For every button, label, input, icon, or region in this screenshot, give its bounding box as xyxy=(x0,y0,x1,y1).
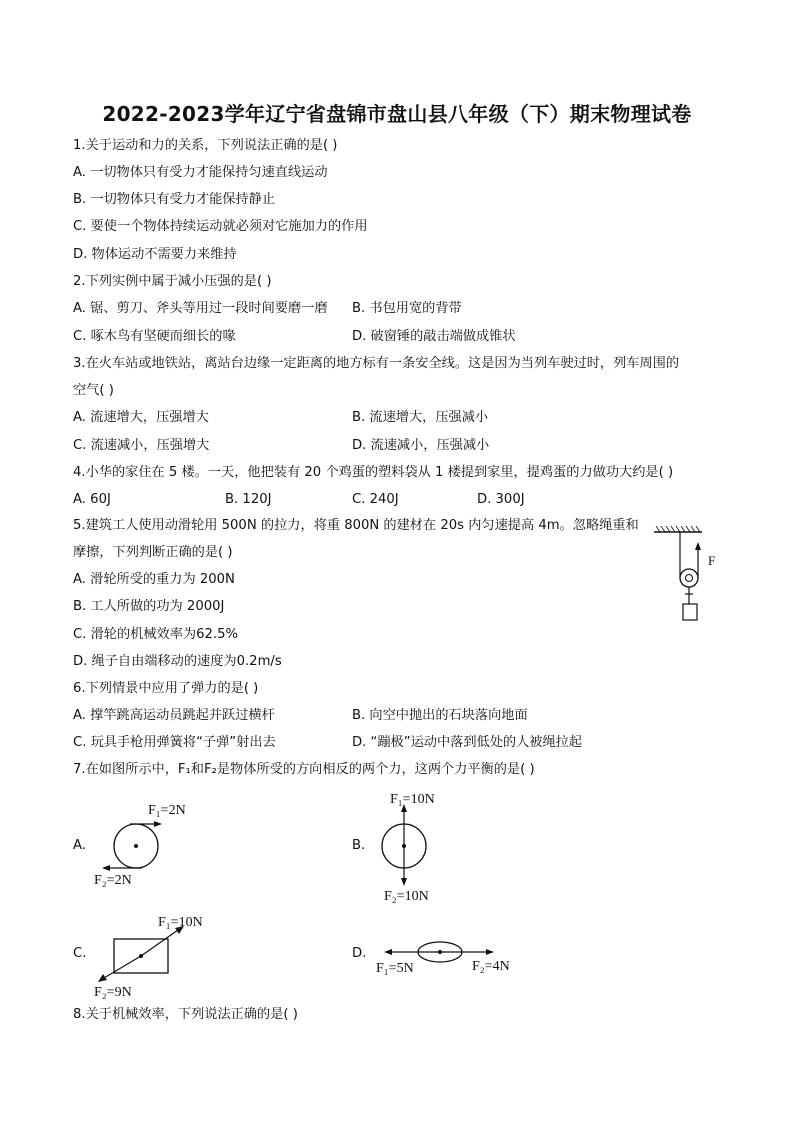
question-1-option-c: C. 要使一个物体持续运动就必须对它施加力的作用 xyxy=(73,219,368,234)
question-7-stem: 7.在如图所示中，F₁和F₂是物体所受的方向相反的两个力，这两个力平衡的是( ) xyxy=(73,762,535,777)
figure-a-letter: A. xyxy=(73,838,86,853)
question-2-option-c: C. 啄木鸟有坚硬而细长的喙 xyxy=(73,329,236,344)
question-3-option-a: A. 流速增大，压强增大 xyxy=(73,410,209,425)
question-4-stem: 4.小华的家住在 5 楼。一天，他把装有 20 个鸡蛋的塑料袋从 1 楼提到家里，提鸡蛋的力做功大约是( ) xyxy=(73,465,674,480)
force-figure-d xyxy=(370,934,530,980)
question-5-option-d: D. 绳子自由端移动的速度为0.2m/s xyxy=(73,654,282,669)
page-title: 2022-2023学年辽宁省盘锦市盘山县八年级（下）期末物理试卷 xyxy=(102,102,692,126)
question-5-option-c: C. 滑轮的机械效率为62.5% xyxy=(73,627,238,642)
figure-a-f2-label: F₂=2N xyxy=(94,873,132,888)
question-6-option-d: D. “蹦极”运动中落到低处的人被绳拉起 xyxy=(352,735,583,750)
question-6-stem: 6.下列情景中应用了弹力的是( ) xyxy=(73,681,259,696)
figure-b-f2-label: F₂=10N xyxy=(384,889,429,904)
question-6-option-c: C. 玩具手枪用弹簧将“子弹”射出去 xyxy=(73,735,276,750)
question-2-stem: 2.下列实例中属于减小压强的是( ) xyxy=(73,274,272,289)
figure-c-letter: C. xyxy=(73,946,87,961)
question-5-stem-line2: 摩擦，下列判断正确的是( ) xyxy=(73,545,233,560)
force-figure-a xyxy=(88,796,218,892)
question-3-option-b: B. 流速增大，压强减小 xyxy=(352,410,489,425)
force-figure-c xyxy=(88,908,228,1000)
question-4-option-a: A. 60J xyxy=(73,492,111,507)
question-5-option-a: A. 滑轮所受的重力为 200N xyxy=(73,572,235,587)
question-1-option-d: D. 物体运动不需要力来维持 xyxy=(73,247,237,262)
pulley-diagram xyxy=(650,524,726,628)
question-4-option-b: B. 120J xyxy=(225,492,272,507)
question-1-option-b: B. 一切物体只有受力才能保持静止 xyxy=(73,192,276,207)
figure-b-f1-label: F₁=10N xyxy=(390,792,435,807)
question-4-option-d: D. 300J xyxy=(477,492,525,507)
figure-d-letter: D. xyxy=(352,946,367,961)
question-4-option-c: C. 240J xyxy=(352,492,399,507)
question-3-stem-line1: 3.在火车站或地铁站，离站台边缘一定距离的地方标有一条安全线。这是因为当列车驶过时，列车周围的 xyxy=(73,356,680,371)
question-5-option-b: B. 工人所做的功为 2000J xyxy=(73,599,225,614)
question-1-option-a: A. 一切物体只有受力才能保持匀速直线运动 xyxy=(73,165,328,180)
figure-c-f1-label: F₁=10N xyxy=(158,915,203,930)
question-2-option-b: B. 书包用宽的背带 xyxy=(352,301,462,316)
question-1-stem: 1.关于运动和力的关系，下列说法正确的是( ) xyxy=(73,138,338,153)
figure-c-f2-label: F₂=9N xyxy=(94,985,132,1000)
question-3-option-c: C. 流速减小，压强增大 xyxy=(73,438,210,453)
force-figure-b xyxy=(370,786,480,904)
question-2-option-a: A. 锯、剪刀、斧头等用过一段时间要磨一磨 xyxy=(73,301,328,316)
question-6-option-b: B. 向空中抛出的石块落向地面 xyxy=(352,708,528,723)
question-6-option-a: A. 撑竿跳高运动员跳起并跃过横杆 xyxy=(73,708,275,723)
question-3-stem-line2: 空气( ) xyxy=(73,383,114,398)
figure-d-f2-label: F₂=4N xyxy=(472,959,510,974)
question-2-option-d: D. 破窗锤的敲击端做成锥状 xyxy=(352,329,516,344)
question-5-stem-line1: 5.建筑工人使用动滑轮用 500N 的拉力，将重 800N 的建材在 20s 内匀速提高 4m。忽略绳重和 xyxy=(73,518,639,533)
pulley-force-label: F xyxy=(708,553,716,568)
question-8-stem: 8.关于机械效率，下列说法正确的是( ) xyxy=(73,1007,298,1022)
figure-b-letter: B. xyxy=(352,838,366,853)
figure-d-f1-label: F₁=5N xyxy=(376,961,414,976)
question-3-option-d: D. 流速减小，压强减小 xyxy=(352,438,490,453)
figure-a-f1-label: F₁=2N xyxy=(148,803,186,818)
